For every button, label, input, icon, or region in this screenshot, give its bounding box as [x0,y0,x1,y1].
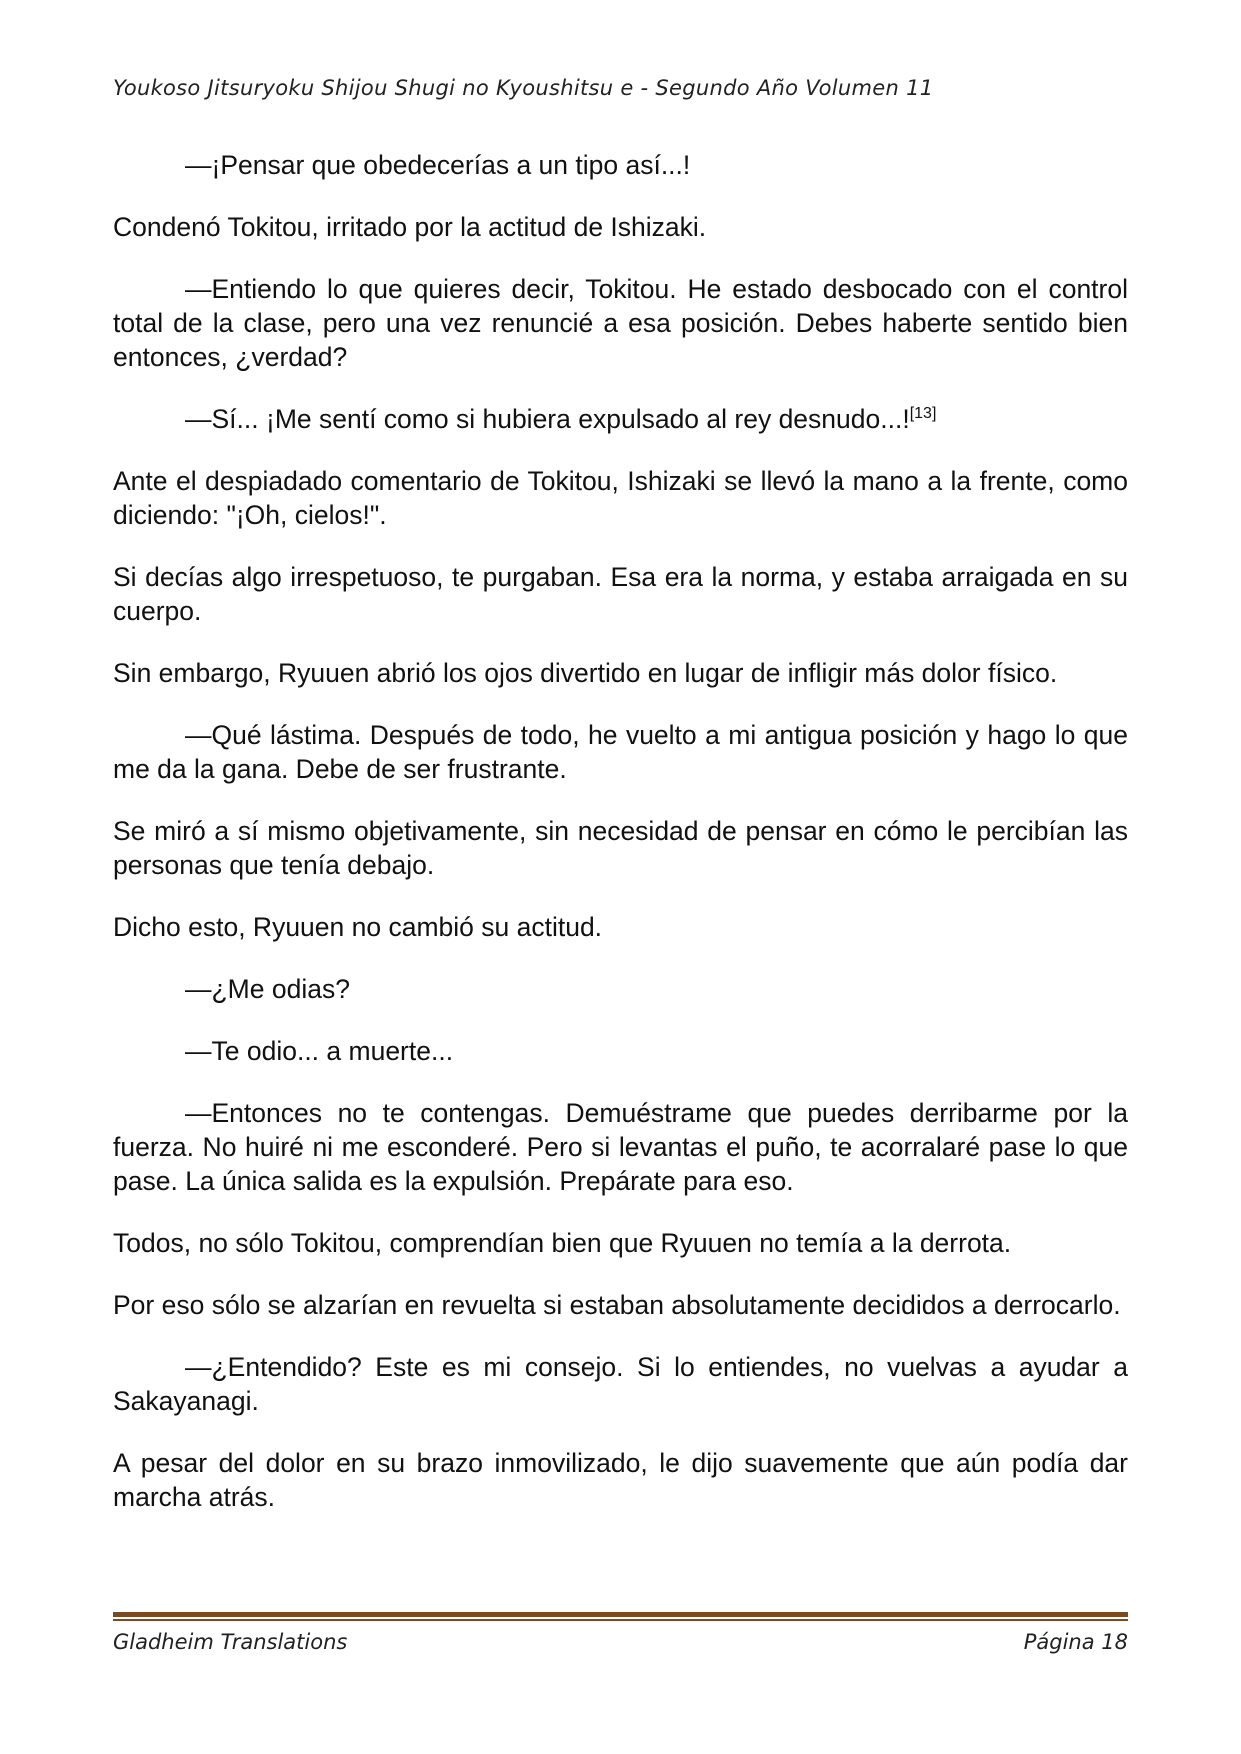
paragraph: —¿Me odias? [185,974,350,1004]
paragraph: —Sí... ¡Me sentí como si hubiera expulsado al rey desnudo...![13] [185,404,937,434]
footer-translator-credit: Gladheim Translations [113,1630,348,1654]
paragraph: —¡Pensar que obedecerías a un tipo así...! [185,150,691,180]
paragraph: Condenó Tokitou, irritado por la actitud de Ishizaki. [113,212,707,242]
footer-divider-thick [113,1612,1128,1617]
paragraph: —Qué lástima. Después de todo, he vuelto a mi antigua posición y hago lo que me da la gana. Debe de ser frustrante. [113,720,1128,784]
paragraph: Todos, no sólo Tokitou, comprendían bien que Ryuuen no temía a la derrota. [113,1228,1012,1258]
footer-divider-thin [113,1619,1128,1621]
paragraph: —Te odio... a muerte... [185,1036,454,1066]
paragraph: A pesar del dolor en su brazo inmovilizado, le dijo suavemente que aún podía dar marcha atrás. [113,1448,1128,1512]
paragraph: Dicho esto, Ryuuen no cambió su actitud. [113,912,603,942]
paragraph: —¿Entendido? Este es mi consejo. Si lo entiendes, no vuelvas a ayudar a Sakayanagi. [113,1352,1128,1416]
page-number: Página 18 [1023,1630,1128,1654]
paragraph: Ante el despiadado comentario de Tokitou, Ishizaki se llevó la mano a la frente, como diciendo: "¡Oh, cielos!". [113,466,1128,530]
running-header: Youkoso Jitsuryoku Shijou Shugi no Kyoushitsu e - Segundo Año Volumen 11 [113,76,934,100]
paragraph: Se miró a sí mismo objetivamente, sin necesidad de pensar en cómo le percibían las personas que tenía debajo. [113,816,1128,880]
footnote-reference[interactable]: [13] [909,405,937,423]
body-text [113,148,1128,1542]
paragraph: —Entonces no te contengas. Demuéstrame que puedes derribarme por la fuerza. No huiré ni me esconderé. Pero si levantas el puño, te acorralaré pase lo que pase. La única salida es la expulsión. Prepárate para eso. [113,1098,1128,1196]
paragraph: Sin embargo, Ryuuen abrió los ojos divertido en lugar de infligir más dolor físico. [113,658,1058,688]
paragraph: Por eso sólo se alzarían en revuelta si estaban absolutamente decididos a derrocarlo. [113,1290,1121,1320]
paragraph: Si decías algo irrespetuoso, te purgaban. Esa era la norma, y estaba arraigada en su cuerpo. [113,562,1128,626]
footer-divider [113,1612,1128,1621]
paragraph: —Entiendo lo que quieres decir, Tokitou. He estado desbocado con el control total de la clase, pero una vez renuncié a esa posición. Debes haberte sentido bien entonces, ¿verdad? [113,274,1128,372]
